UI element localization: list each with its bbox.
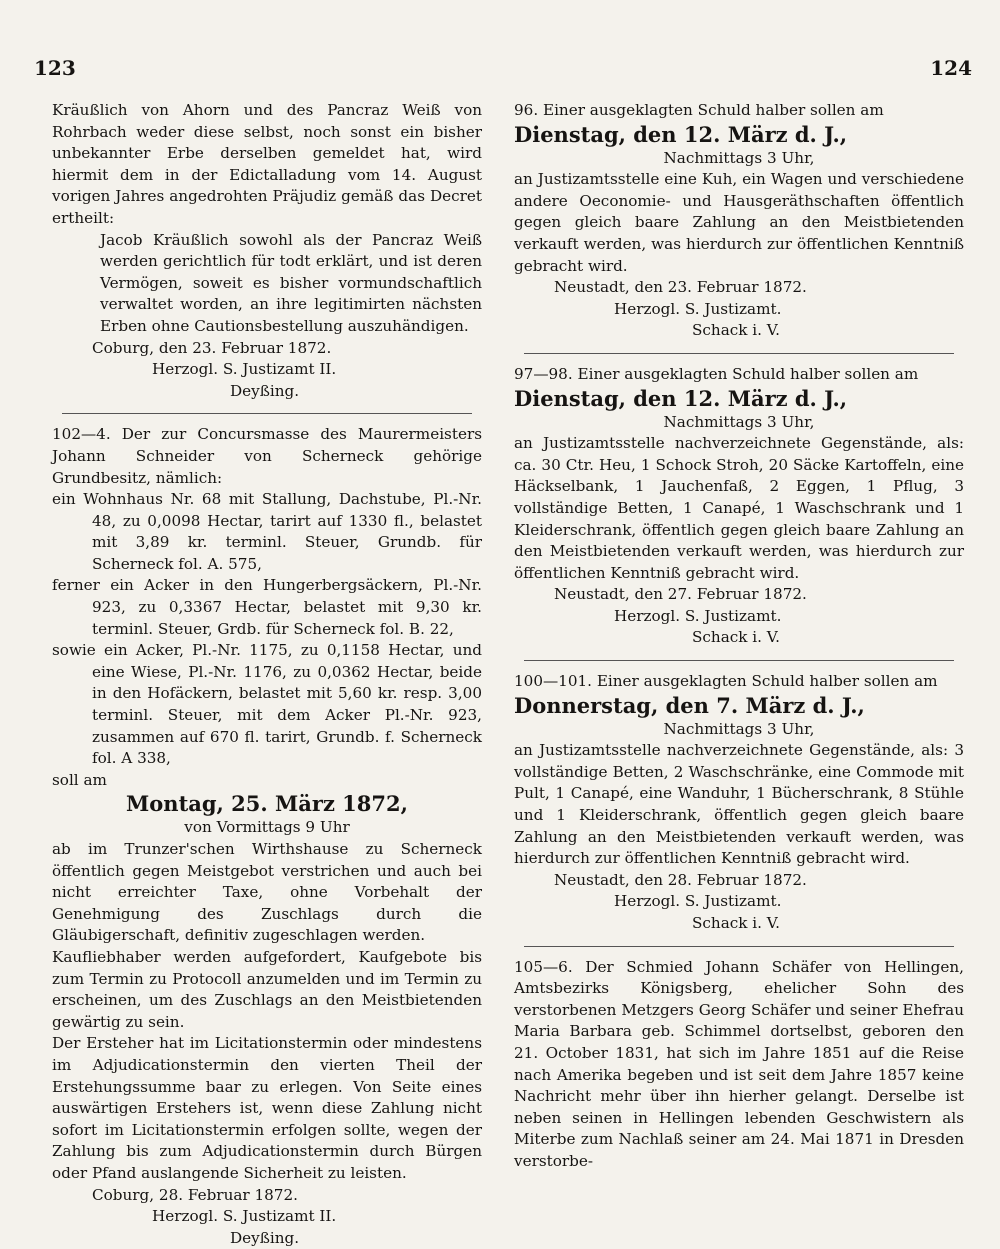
notice-text: soll am xyxy=(52,770,107,789)
left-column xyxy=(52,100,482,1249)
notice-paragraph: Kräußlich von Ahorn und des Pancraz Weiß von Rohrbach weder diese selbst, noch sonst ein bisher unbekannter Erbe derselben gemeldet hat, wird hiermit dem in der Edictalladung vom 14. August vorigen Jahres angedrohten Präjudiz gemäß das Decret ertheilt: xyxy=(52,101,482,227)
notice-text: Der Ersteher hat im Licitationstermin oder mindestens im Adjudicationstermin den vierten Theil der Erstehungssumme baar zu erlegen. Von Seite eines auswärtigen Erstehers ist, wenn diese Zahlung nicht sofort im Licitationstermin erfolgen sollte, wegen der Zahlung bis zum Adjudicationstermin durch Bürgen oder Pfand auslangende Sicherheit zu leisten. xyxy=(52,1034,482,1182)
notice-heading: 97—98. Einer ausgeklagten Schuld halber sollen am xyxy=(514,364,919,383)
page-number-left: 123 xyxy=(34,56,76,80)
notice-place-date: Coburg, den 23. Februar 1872. xyxy=(92,338,332,357)
auction-time: Nachmittags 3 Uhr, xyxy=(663,148,815,167)
separator-rule xyxy=(524,353,954,354)
notice-place-date: Neustadt, den 23. Februar 1872. xyxy=(554,278,807,297)
notice-text: an Justizamtsstelle nachverzeichnete Gegenstände, als: 3 vollständige Betten, 2 Waschschränke, eine Commode mit Pult, 1 Canapé, eine Wanduhr, 1 Bücherschrank, 8 Stühle und 1 Kleiderschrank, öffentlich gegen gleich baare Zahlung an den Meistbietenden verkauft werden, was hierdurch zur öffentlichen Kenntniß gebracht wird. xyxy=(514,741,964,868)
notice-signature: Schack i. V. xyxy=(692,321,780,340)
notice-heading: 96. Einer ausgeklagten Schuld halber sollen am xyxy=(514,101,884,119)
property-item: sowie ein Acker, Pl.-Nr. 1175, zu 0,1158 Hectar, und eine Wiese, Pl.-Nr. 1176, zu 0,0362 Hectar, beide in den Hofäckern, belastet mit 5,60 kr. resp. 3,00 terminl. Steuer, mit dem Acker Pl.-Nr. 923, zusammen auf 670 fl. tarirt, Grundb. f. Scherneck fol. A 338, xyxy=(52,641,482,768)
notice-court: Herzogl. S. Justizamt II. xyxy=(152,1207,337,1226)
auction-time: Nachmittags 3 Uhr, xyxy=(663,719,815,738)
notice-text: 105—6. Der Schmied Johann Schäfer von Hellingen, Amtsbezirks Königsberg, ehelicher Sohn des verstorbenen Metzgers Georg Schäfer und seiner Ehefrau Maria Barbara geb. Schimmel dortselbst, geboren den 21. October 1831, hat sich im Jahre 1851 auf die Reise nach Amerika begeben und ist seit dem Jahre 1857 keine Nachricht mehr über ihn hierher gelangt. Derselbe ist neben seinen in Hellingen lebenden Geschwistern als Miterbe zum Nachlaß seiner am 24. Mai 1871 in Dresden verstorbe- xyxy=(514,957,964,1170)
notice-heading: 102—4. Der zur Concursmasse des Maurermeisters Johann Schneider von Scherneck gehörige Grundbesitz, nämlich: xyxy=(52,425,482,487)
auction-date: Donnerstag, den 7. März d. J., xyxy=(514,692,865,718)
notice-signature: Deyßing. xyxy=(230,1228,300,1247)
separator-rule xyxy=(62,413,472,414)
notice-heading: 100—101. Einer ausgeklagten Schuld halber sollen am xyxy=(514,672,938,691)
notice-text: an Justizamtsstelle nachverzeichnete Gegenstände, als: ca. 30 Ctr. Heu, 1 Schock Stroh, 20 Säcke Kartoffeln, eine Häckselbank, 1 Jauchenfaß, 2 Eggen, 1 Pflug, 3 vollständige Betten, 1 Canapé, 1 Waschschrank und 1 Kleiderschrank, öffentlich gegen gleich baare Zahlung an den Meistbietenden verkauft werden, was hierdurch zur öffentlichen Kenntniß gebracht wird. xyxy=(514,434,964,582)
separator-rule xyxy=(524,946,954,947)
decree-text: Jacob Kräußlich sowohl als der Pancraz Weiß werden gerichtlich für todt erklärt, und ist deren Vermögen, soweit es bisher vormundschaftlich verwaltet worden, an ihre legitimirten nächsten Erben ohne Cautionsbestellung auszuhändigen. xyxy=(100,230,482,335)
property-item: ferner ein Acker in den Hungerbergsäckern, Pl.-Nr. 923, zu 0,3367 Hectar, belastet mit 9,30 kr. terminl. Steuer, Grdb. für Scherneck fol. B. 22, xyxy=(52,576,482,638)
auction-time: Nachmittags 3 Uhr, xyxy=(663,412,815,431)
notice-signature: Schack i. V. xyxy=(692,914,780,932)
notice-court: Herzogl. S. Justizamt. xyxy=(614,299,782,318)
right-column xyxy=(514,100,964,1173)
notice-text: an Justizamtsstelle eine Kuh, ein Wagen und verschiedene andere Oeconomie- und Hausgeräthschaften öffentlich gegen gleich baare Zahlung an den Meistbietenden verkauft werden, was hierdurch zur öffentlichen Kenntniß gebracht wird. xyxy=(514,170,964,275)
notice-court: Herzogl. S. Justizamt. xyxy=(614,892,782,911)
notice-place-date: Neustadt, den 27. Februar 1872. xyxy=(554,585,807,604)
notice-court: Herzogl. S. Justizamt II. xyxy=(152,360,337,379)
page-number-right: 124 xyxy=(930,56,972,80)
notice-text: ab im Trunzer'schen Wirthshause zu Scherneck öffentlich gegen Meistgebot verstrichen und auch bei nicht erreichter Taxe, ohne Vorbehalt der Genehmigung des Zuschlags durch die Gläubigerschaft, definitiv zugeschlagen werden. xyxy=(52,840,482,945)
notice-place-date: Coburg, 28. Februar 1872. xyxy=(92,1185,298,1204)
notice-signature: Deyßing. xyxy=(230,381,300,400)
separator-rule xyxy=(524,660,954,661)
auction-date: Dienstag, den 12. März d. J., xyxy=(514,121,848,147)
auction-date: Dienstag, den 12. März d. J., xyxy=(514,385,848,411)
auction-time: von Vormittags 9 Uhr xyxy=(184,818,350,837)
auction-date: Montag, 25. März 1872, xyxy=(126,791,408,817)
notice-text: Kaufliebhaber werden aufgefordert, Kaufgebote bis zum Termin zu Protocoll anzumelden und im Termin zu erscheinen, um des Zuschlags an den Meistbietenden gewärtig zu sein. xyxy=(52,947,482,1031)
notice-court: Herzogl. S. Justizamt. xyxy=(614,606,782,625)
notice-place-date: Neustadt, den 28. Februar 1872. xyxy=(554,870,807,889)
notice-signature: Schack i. V. xyxy=(692,628,780,647)
property-item: ein Wohnhaus Nr. 68 mit Stallung, Dachstube, Pl.-Nr. 48, zu 0,0098 Hectar, tarirt auf 1330 fl., belastet mit 3,89 kr. terminl. Steuer, Grundb. für Scherneck fol. A. 575, xyxy=(52,490,482,573)
